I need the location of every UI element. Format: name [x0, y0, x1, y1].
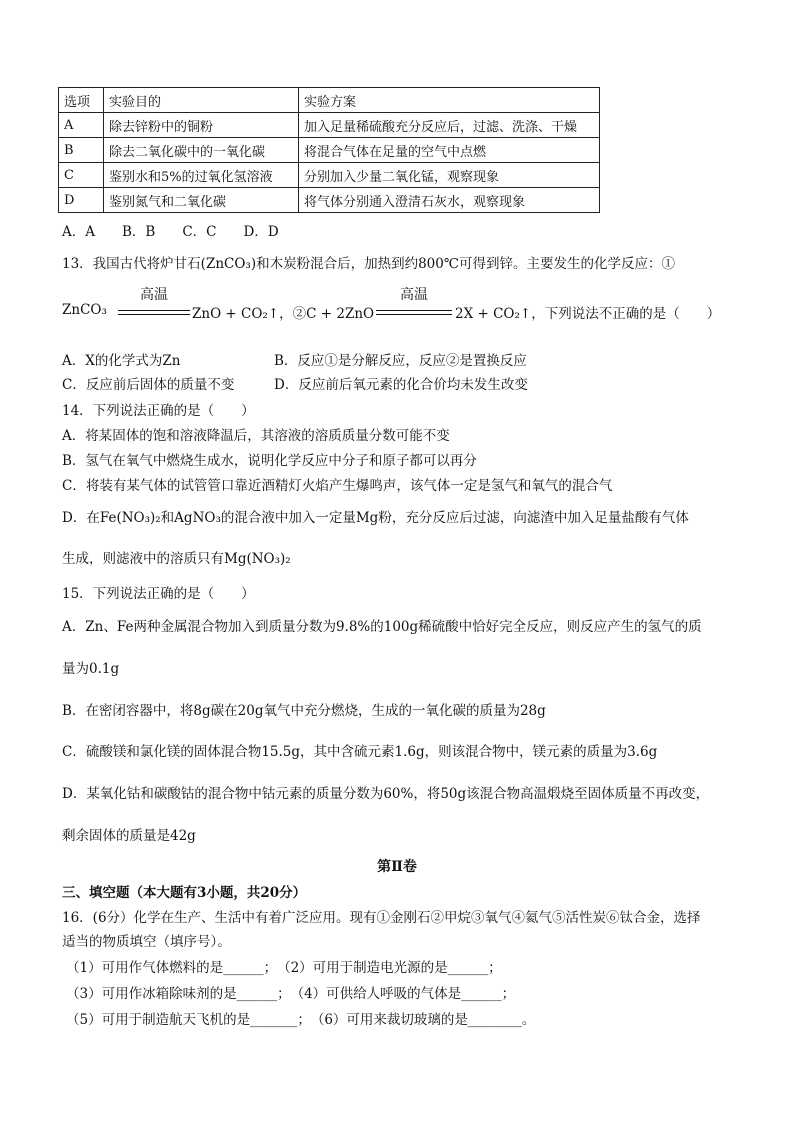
table-cell: D [59, 188, 104, 213]
q12-choices: A．A B．B C．C D．D [62, 224, 279, 240]
q13-stem: 13．我国古代将炉甘石(ZnCO₃)和木炭粉混合后，加热到约800℃可得到锌。主要发生的化学反应：① [62, 256, 675, 272]
table-cell: 将混合气体在足量的空气中点燃 [299, 138, 600, 163]
table-row [59, 113, 600, 138]
q15-option-d-line2: 剩余固体的质量是42g [62, 828, 196, 844]
table-header-cell: 选项 [59, 88, 104, 113]
q14-option-d-line2: 生成，则滤液中的溶质只有Mg(NO₃)₂ [62, 551, 291, 567]
q15-option-d-line1: D．某氧化钴和碳酸钴的混合物中钴元素的质量分数为60%，将50g该混合物高温煅烧至固体质量不再改变， [62, 786, 710, 802]
q13-option-d: D．反应前后氧元素的化合价均未发生改变 [274, 377, 528, 393]
section-title: 第Ⅱ卷 [377, 859, 417, 875]
table-cell: 将气体分别通入澄清石灰水，观察现象 [299, 188, 600, 213]
q13-cond1: 高温 [140, 287, 168, 303]
table-cell: 鉴别氮气和二氧化碳 [104, 188, 299, 213]
table-row [59, 163, 600, 188]
q14-option-b: B．氢气在氧气中燃烧生成水，说明化学反应中分子和原子都可以再分 [62, 453, 477, 469]
reaction-equal-sign [376, 310, 452, 315]
q16-blank-line1: （1）可用作气体燃料的是______； （2）可用于制造电光源的是______； [66, 960, 502, 976]
q16-blank-line2: （3）可用作冰箱除味剂的是______； （4）可供给人呼吸的气体是______； [66, 986, 516, 1002]
table-cell: C [59, 163, 104, 188]
table-header-row [59, 88, 600, 113]
q14-option-c: C．将装有某气体的试管管口靠近酒精灯火焰产生爆鸣声，该气体一定是氢气和氧气的混合气 [62, 478, 613, 494]
table-row [59, 188, 600, 213]
q14-stem: 14．下列说法正确的是（ ） [62, 403, 255, 419]
table-cell: B [59, 138, 104, 163]
q13-option-b: B．反应①是分解反应，反应②是置换反应 [274, 353, 527, 369]
q15-option-c: C．硫酸镁和氯化镁的固体混合物15.5g，其中含硫元素1.6g，则该混合物中，镁元素的质量为3.6g [62, 744, 658, 760]
q13-eq-part3: 2X + CO₂↑，下列说法不正确的是（ ） [455, 306, 721, 322]
q16-blank-line3: （5）可用于制造航天飞机的是_______； （6）可用来裁切玻璃的是________。 [66, 1012, 536, 1028]
q14-option-a: A．将某固体的饱和溶液降温后，其溶液的溶质质量分数可能不变 [62, 428, 450, 444]
q16-stem-line1: 16．(6分）化学在生产、生活中有着广泛应用。现有①金刚石②甲烷③氧气④氦气⑤活性炭⑥钛合金，选择 [62, 910, 701, 926]
q13-option-c: C．反应前后固体的质量不变 [62, 377, 235, 393]
part3-title: 三、填空题（本大题有3小题，共20分） [62, 885, 307, 901]
q13-eq-part1: ZnCO₃ [62, 302, 107, 318]
table-cell: 加入足量稀硫酸充分反应后，过滤、洗涤、干燥 [299, 113, 600, 138]
table-cell: 除去二氧化碳中的一氧化碳 [104, 138, 299, 163]
table-cell: A [59, 113, 104, 138]
table-cell: 鉴别水和5%的过氧化氢溶液 [104, 163, 299, 188]
q16-stem-line2: 适当的物质填空（填序号）。 [62, 934, 231, 950]
table-header-cell: 实验目的 [104, 88, 299, 113]
table-header-cell: 实验方案 [299, 88, 600, 113]
q13-cond2: 高温 [400, 287, 428, 303]
q13-option-a: A．X的化学式为Zn [62, 353, 181, 369]
q14-option-d-line1: D．在Fe(NO₃)₂和AgNO₃的混合液中加入一定量Mg粉，充分反应后过滤，向滤渣中加入足量盐酸有气体 [62, 510, 689, 526]
table-cell: 除去锌粉中的铜粉 [104, 113, 299, 138]
experiment-table [58, 87, 600, 213]
table-row [59, 138, 600, 163]
q15-option-a-line2: 量为0.1g [62, 661, 120, 677]
table-cell: 分别加入少量二氧化锰，观察现象 [299, 163, 600, 188]
q15-option-a-line1: A．Zn、Fe两种金属混合物加入到质量分数为9.8%的100g稀硫酸中恰好完全反应，则反应产生的氢气的质 [62, 619, 702, 635]
reaction-equal-sign [118, 310, 190, 315]
q15-option-b: B．在密闭容器中，将8g碳在20g氧气中充分燃烧，生成的一氧化碳的质量为28g [62, 703, 546, 719]
q13-eq-part2: ZnO + CO₂↑，②C + 2ZnO [192, 306, 375, 322]
q15-stem: 15．下列说法正确的是（ ） [62, 586, 255, 602]
